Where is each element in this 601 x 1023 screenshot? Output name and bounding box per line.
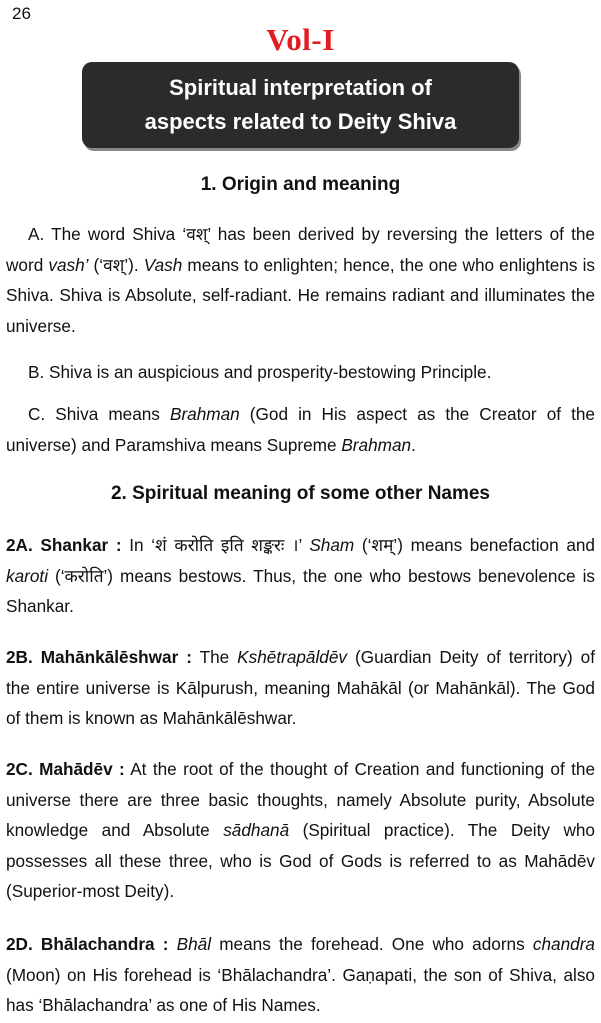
label-2c: 2C. Mahādēv :	[6, 759, 125, 779]
paragraph-2c: 2C. Mahādēv : At the root of the thought of Creation and functioning of the universe there are three basic thoughts, namely Absolute purity, Absolute knowledge and Absolute sādhanā (Spiritual practice). The Deity who possesses all these three, who is God of Gods is referred to as Mahādēv (Superior-most Deity).	[6, 759, 595, 901]
label-2d: 2D. Bhālachandra :	[6, 934, 169, 954]
chapter-banner	[82, 62, 519, 148]
banner-line-2: aspects related to Deity Shiva	[144, 109, 457, 134]
volume-title: Vol-I	[266, 22, 335, 57]
paragraph-b: B. Shiva is an auspicious and prosperity-bestowing Principle.	[28, 362, 492, 382]
banner-line-1: Spiritual interpretation of	[169, 75, 432, 100]
label-2a: 2A. Shankar :	[6, 535, 122, 555]
paragraph-c: C. Shiva means Brahman (God in His aspect as the Creator of the universe) and Paramshiva means Supreme Brahman.	[6, 404, 595, 455]
label-2b: 2B. Mahānkālēshwar :	[6, 647, 192, 667]
page-number: 26	[12, 4, 31, 23]
banner-title	[101, 71, 501, 139]
paragraph-a: A. The word Shiva ‘वश्’ has been derived by reversing the letters of the word vash’ (‘वश्’). Vash means to enlighten; hence, the one who enlightens is Shiva. Shiva is Absolute, self-radiant. He remains radiant and illuminates the universe.	[6, 224, 596, 336]
section-2-heading: 2. Spiritual meaning of some other Names	[110, 483, 491, 504]
section-1-heading: 1. Origin and meaning	[200, 174, 401, 195]
paragraph-2d: 2D. Bhālachandra : Bhāl means the forehead. One who adorns chandra (Moon) on His forehead is ‘Bhālachandra’. Gaṇapati, the son of Shiva, also has ‘Bhālachandra’ as one of His Names.	[6, 934, 595, 1015]
paragraph-2b: 2B. Mahānkālēshwar : The Kshētrapāldēv (Guardian Deity of territory) of the entire universe is Kālpurush, meaning Mahākāl (or Mahānkāl). The God of them is known as Mahānkālēshwar.	[6, 647, 595, 728]
paragraph-2a: 2A. Shankar : In ‘शं करोति इति शङ्करः ।’ Sham (‘शम्’) means benefaction and karoti (‘करोति’) means bestows. Thus, the one who bestows benevolence is Shankar.	[6, 535, 595, 616]
